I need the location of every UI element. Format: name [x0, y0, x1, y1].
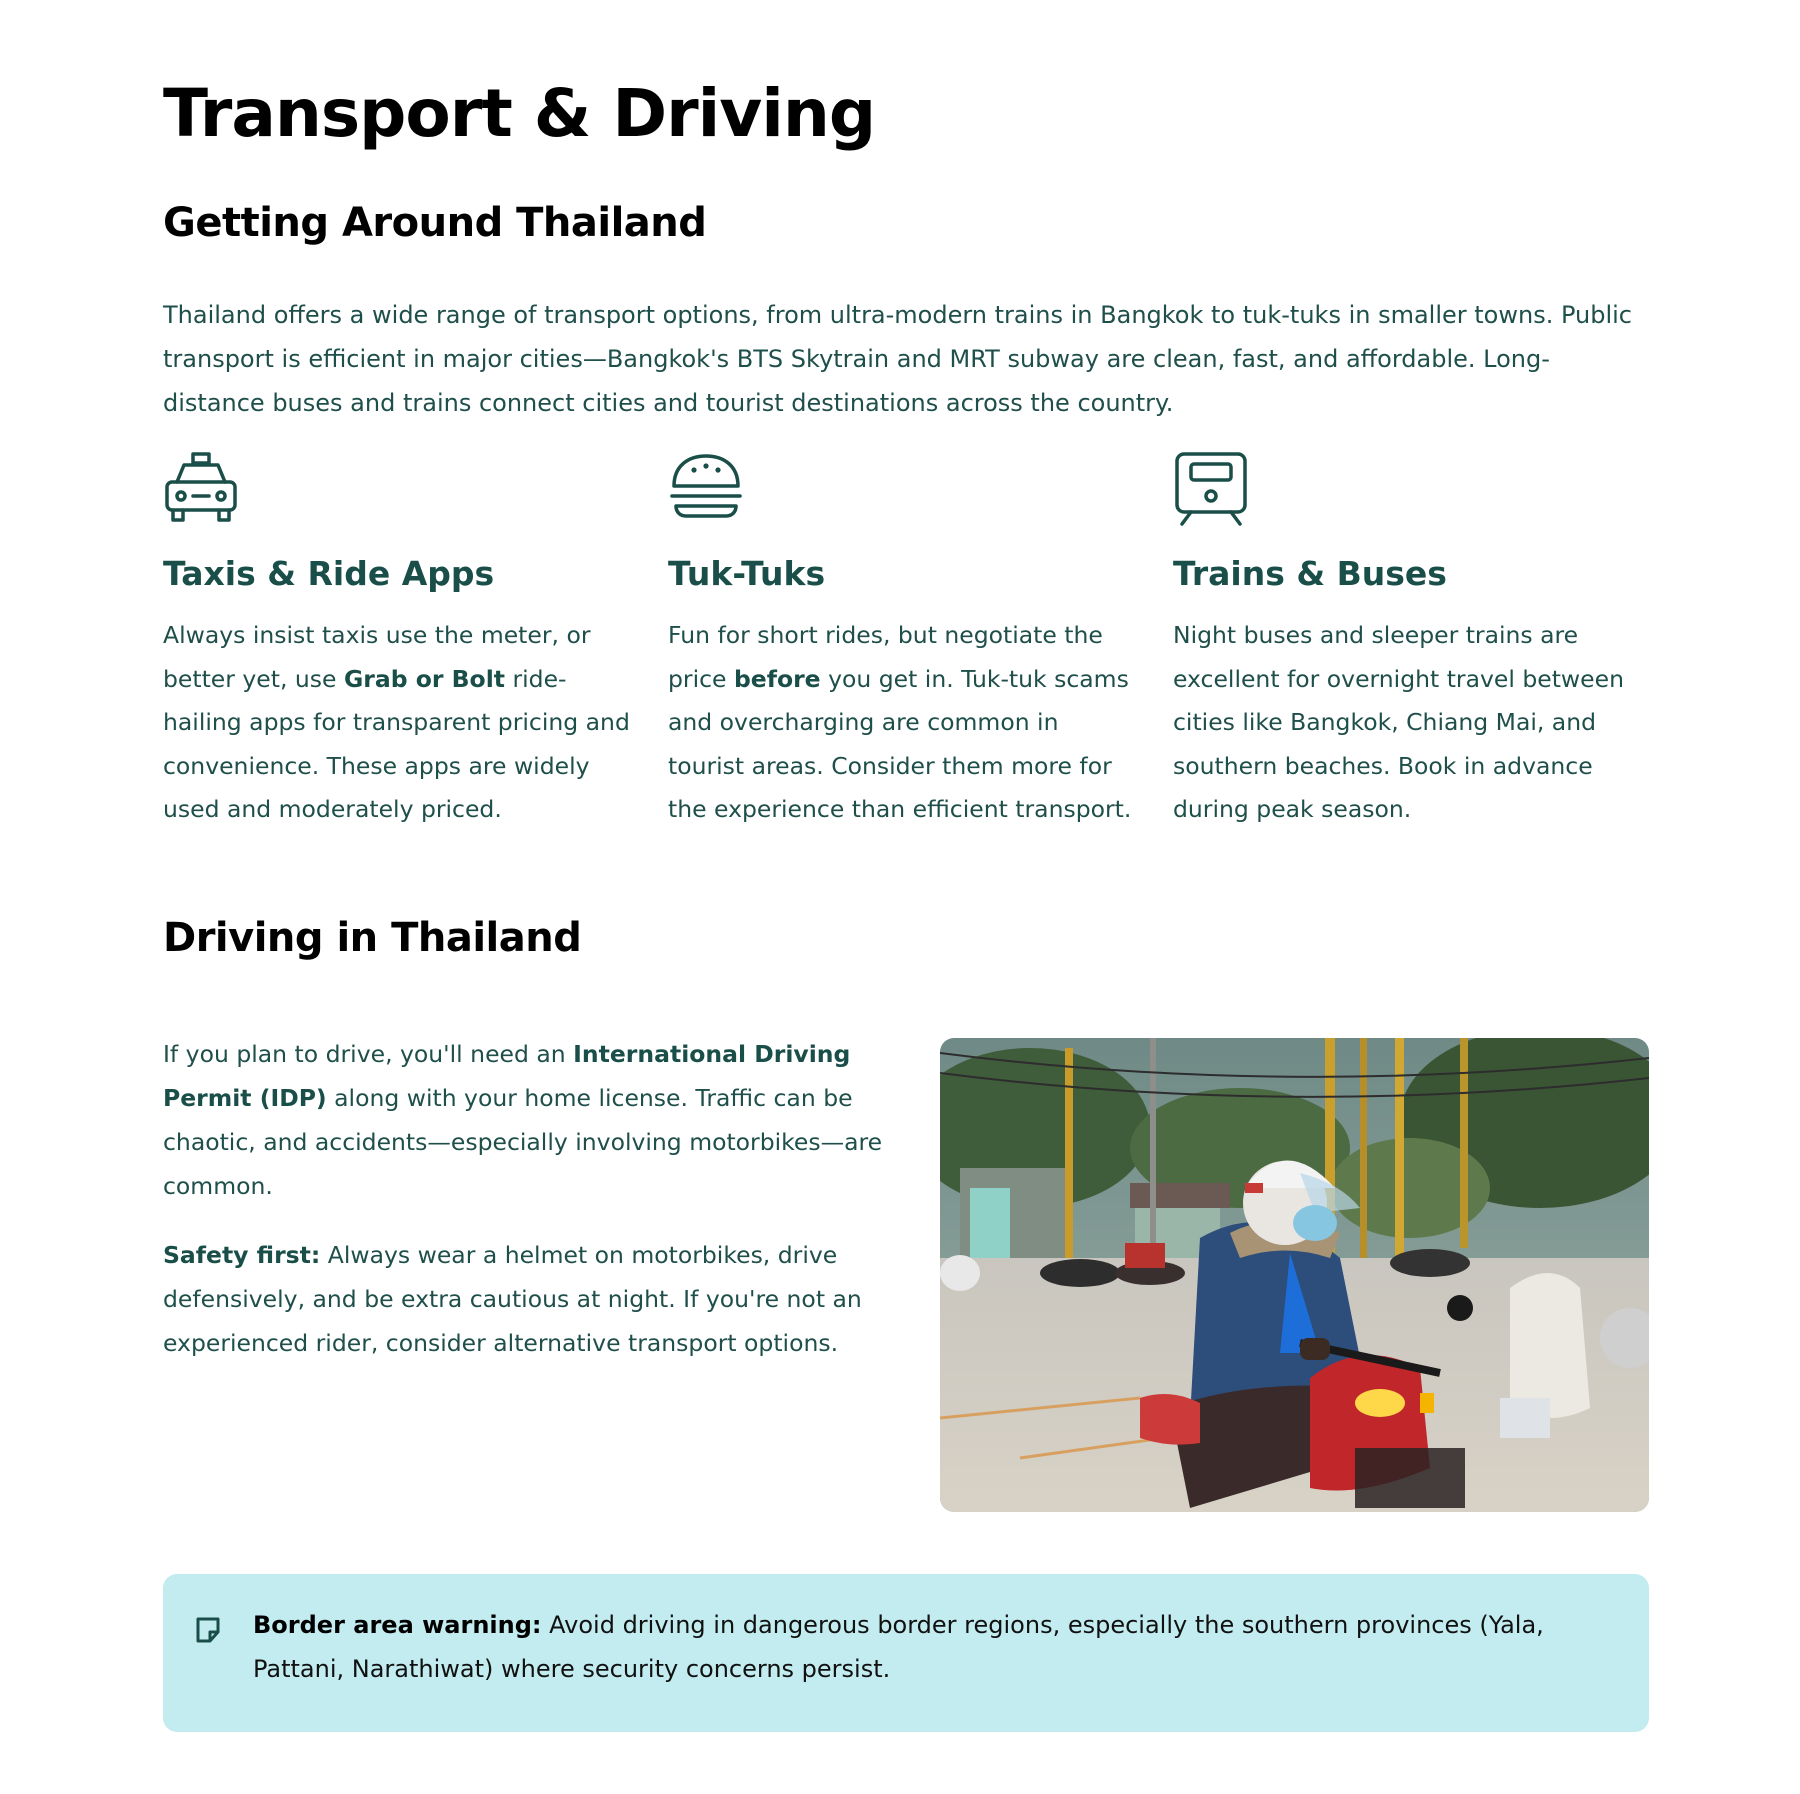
motorbike-rider-photo	[940, 1038, 1649, 1512]
driving-paragraph-safety: Safety first: Always wear a helmet on motorbikes, drive defensively, and be extra cautious at night. If you're not an experienced rider, consider alternative transport options.	[163, 1241, 862, 1357]
card-title: Taxis & Ride Apps	[163, 554, 495, 593]
note-icon	[194, 1616, 222, 1644]
card-title: Tuk-Tuks	[668, 554, 826, 593]
border-warning-text: Border area warning: Avoid driving in dangerous border regions, especially the southern provinces (Yala, Pattani, Narathiwat) where security concerns persist.	[253, 1611, 1544, 1683]
getting-around-heading: Getting Around Thailand	[163, 200, 707, 246]
train-icon	[1173, 450, 1249, 526]
transport-cards	[163, 450, 1643, 870]
taxi-icon	[163, 450, 239, 526]
driving-paragraph-idp: If you plan to drive, you'll need an International Driving Permit (IDP) along with your home license. Traffic can be chaotic, and accidents—especially involving motorbikes—are common.	[163, 1040, 883, 1200]
card-text: Always insist taxis use the meter, or better yet, use Grab or Bolt ride-hailing apps for transparent pricing and convenience. These apps are widely used and moderately priced.	[163, 621, 630, 823]
photo-illustration	[940, 1038, 1649, 1512]
driving-text	[163, 1032, 883, 1390]
card-trains	[1173, 450, 1643, 823]
driving-heading: Driving in Thailand	[163, 915, 582, 961]
card-text: Fun for short rides, but negotiate the price before you get in. Tuk-tuk scams and overcharging are common in tourist areas. Consider them more for the experience than efficient transport.	[668, 621, 1132, 823]
card-taxis	[163, 450, 633, 823]
burger-icon	[668, 450, 744, 526]
card-text: Night buses and sleeper trains are excellent for overnight travel between cities like Bangkok, Chiang Mai, and southern beaches. Book in advance during peak season.	[1173, 621, 1624, 823]
page-title: Transport & Driving	[163, 75, 876, 152]
getting-around-intro: Thailand offers a wide range of transport options, from ultra-modern trains in Bangkok to tuk-tuks in smaller towns. Public transport is efficient in major cities—Bangkok's BTS Skytrain and MRT subway are clean, fast, and affordable. Long-distance buses and trains connect cities and tourist destinations across the country.	[163, 301, 1632, 417]
border-warning-callout	[163, 1574, 1649, 1732]
card-tuktuks	[668, 450, 1138, 823]
card-title: Trains & Buses	[1173, 554, 1447, 593]
